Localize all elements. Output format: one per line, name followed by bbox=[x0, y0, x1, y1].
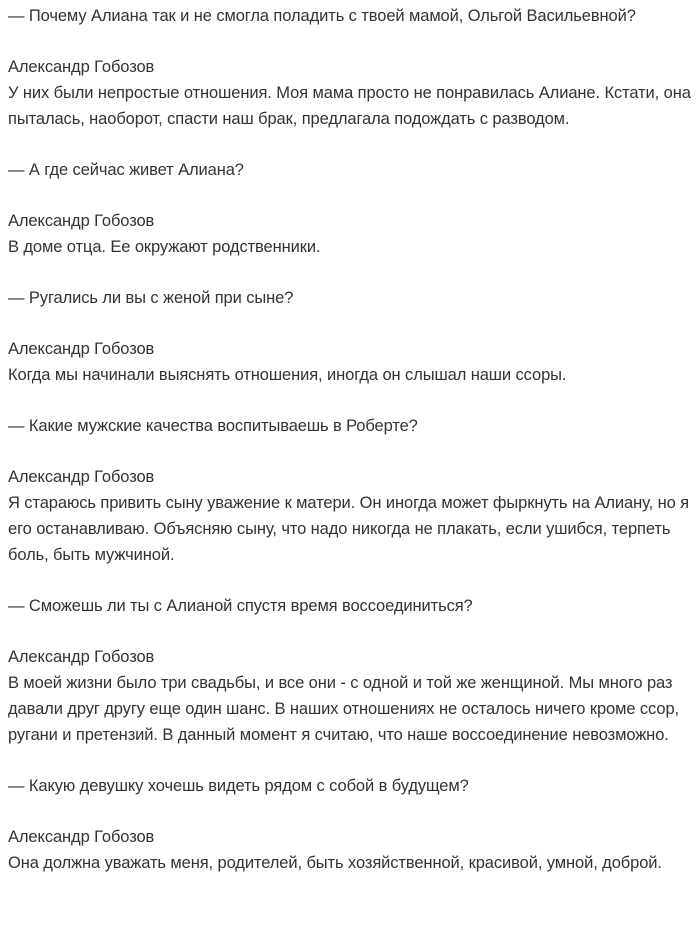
interview-question: — Ругались ли вы с женой при сыне? bbox=[8, 289, 294, 307]
qa-block bbox=[8, 157, 695, 260]
interview-answer bbox=[8, 208, 695, 260]
qa-block bbox=[8, 413, 695, 568]
answer-text: Она должна уважать меня, родителей, быть хозяйственной, красивой, умной, доброй. bbox=[8, 854, 662, 872]
speaker-name: Александр Гобозов bbox=[8, 648, 155, 666]
interview-question: — Какие мужские качества воспитываешь в Роберте? bbox=[8, 417, 418, 435]
interview-answer bbox=[8, 824, 695, 876]
speaker-name: Александр Гобозов bbox=[8, 58, 155, 76]
qa-block bbox=[8, 285, 695, 388]
answer-text: В моей жизни было три свадьбы, и все они - с одной и той же женщиной. Мы много раз давали друг другу еще один шанс. В наших отношениях не осталось ничего кроме ссор, ругани и претензий. В данный момент я считаю, что наше воссоединение невозможно. bbox=[8, 674, 680, 744]
interview-question: — Сможешь ли ты с Алианой спустя время воссоединиться? bbox=[8, 597, 473, 615]
qa-block bbox=[8, 3, 695, 132]
interview-answer bbox=[8, 464, 695, 568]
speaker-name: Александр Гобозов bbox=[8, 828, 155, 846]
speaker-name: Александр Гобозов bbox=[8, 212, 155, 230]
interview-question: — А где сейчас живет Алиана? bbox=[8, 161, 244, 179]
qa-block bbox=[8, 773, 695, 876]
answer-text: В доме отца. Ее окружают родственники. bbox=[8, 238, 321, 256]
interview-answer bbox=[8, 336, 695, 388]
speaker-name: Александр Гобозов bbox=[8, 340, 155, 358]
interview-question: — Какую девушку хочешь видеть рядом с собой в будущем? bbox=[8, 777, 469, 795]
answer-text: У них были непростые отношения. Моя мама просто не понравилась Алиане. Кстати, она пыталась, наоборот, спасти наш брак, предлагала подождать с разводом. bbox=[8, 84, 691, 128]
answer-text: Я стараюсь привить сыну уважение к матери. Он иногда может фыркнуть на Алиану, но я его останавливаю. Объясняю сыну, что надо никогда не плакать, если ушибся, терпеть боль, быть мужчиной. bbox=[8, 494, 690, 564]
speaker-name: Александр Гобозов bbox=[8, 468, 155, 486]
interview-answer bbox=[8, 54, 695, 132]
qa-block bbox=[8, 593, 695, 748]
interview-answer bbox=[8, 644, 695, 748]
answer-text: Когда мы начинали выяснять отношения, иногда он слышал наши ссоры. bbox=[8, 366, 567, 384]
interview-question: — Почему Алиана так и не смогла поладить с твоей мамой, Ольгой Васильевной? bbox=[8, 7, 636, 25]
